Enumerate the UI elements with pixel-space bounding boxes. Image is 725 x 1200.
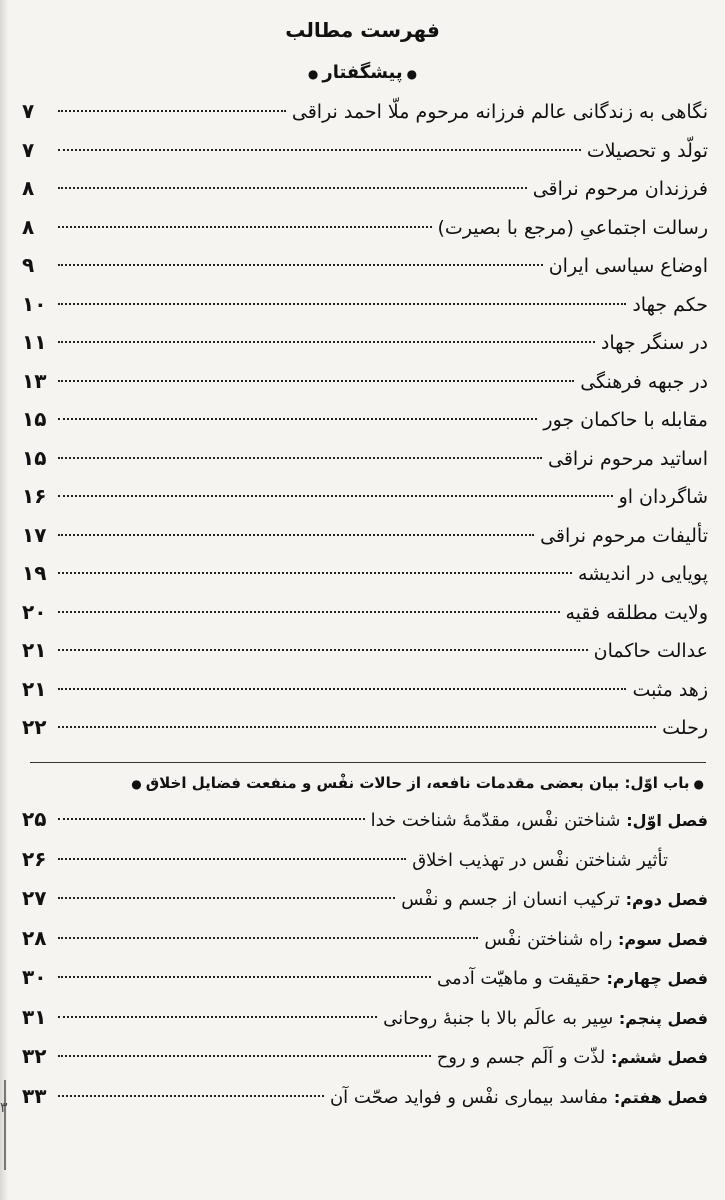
preface-heading-label: پیشگفتار	[322, 62, 403, 83]
toc-entry[interactable]	[22, 285, 708, 324]
chapter-section-label: فصل ششم:	[610, 1048, 708, 1067]
chapter-section-label: فصل سوم:	[618, 929, 708, 949]
dot-leader	[58, 110, 286, 112]
dot-leader	[58, 1095, 324, 1097]
toc-page-number: ۱۳	[22, 368, 47, 393]
preface-heading	[0, 62, 725, 83]
chapter-section-title: راه شناختن نفْس	[484, 928, 613, 950]
toc-entry-title: پویایی در اندیشه	[578, 563, 708, 585]
toc-entry[interactable]	[22, 800, 708, 840]
toc-entry[interactable]	[22, 554, 708, 593]
toc-entry-title: تولّد و تحصیلات	[586, 139, 708, 162]
toc-page-number: ۳۳	[22, 1083, 47, 1108]
dot-leader	[58, 937, 478, 939]
toc-page-number: ۱۶	[22, 484, 47, 508]
bullet-icon: ●	[131, 777, 142, 791]
toc-entry[interactable]	[22, 998, 708, 1038]
chapter-section-title: سِیر به عالَم بالا با جنبهٔ روحانی	[383, 1007, 614, 1029]
toc-entry-title: ولایت مطلقه فقیه	[565, 601, 708, 624]
chapter-section-title: شناختن نفْس، مقدّمهٔ شناخت خدا	[370, 810, 621, 831]
toc-entry[interactable]	[22, 323, 708, 362]
toc-page-number: ۳۱	[22, 1004, 47, 1029]
dot-leader	[58, 226, 432, 228]
toc-entry-title	[437, 1038, 708, 1078]
toc-entry[interactable]	[22, 1037, 708, 1077]
toc-entry[interactable]	[22, 670, 708, 709]
toc-entry[interactable]	[22, 919, 708, 959]
toc-entry-title: رحلت	[662, 717, 708, 739]
toc-page-number: ۸	[22, 214, 35, 239]
dot-leader	[58, 149, 581, 151]
toc-entry[interactable]	[22, 879, 708, 919]
edge-page-mark: ۳	[0, 1100, 8, 1116]
toc-page-number: ۲۲	[22, 715, 47, 739]
toc-entry-title	[401, 880, 708, 920]
toc-page-number: ۲۱	[22, 638, 47, 662]
dot-leader	[58, 380, 574, 382]
toc-entry-title	[484, 920, 708, 960]
dot-leader	[58, 976, 431, 978]
toc-entry[interactable]	[22, 958, 708, 998]
bullet-icon: ●	[406, 67, 418, 81]
toc-page-number: ۳۲	[22, 1044, 47, 1068]
bullet-icon: ●	[693, 777, 704, 791]
toc-entry-title	[330, 1078, 708, 1118]
chapter-heading	[22, 766, 708, 800]
divider	[30, 762, 706, 763]
page-edge-line	[4, 1080, 6, 1170]
toc-page-number: ۲۷	[22, 886, 47, 910]
chapter-section-title: لذّت و اَلَم جسم و روح	[436, 1047, 606, 1068]
chapter-section-title: تأثیر شناختن نفْس در تهذیب اخلاق	[412, 849, 668, 871]
toc-entry-title: در جبهه فرهنگی	[580, 370, 708, 393]
toc-entry-title	[371, 801, 708, 841]
chapter-section-title: ترکیب انسان از جسم و نفْس	[401, 889, 620, 910]
binding-shadow	[0, 0, 8, 1200]
toc-entry[interactable]	[22, 840, 708, 880]
dot-leader	[58, 457, 542, 459]
dot-leader	[58, 611, 560, 613]
chapter-section-label: فصل چهارم:	[606, 969, 708, 988]
toc-entry[interactable]	[22, 631, 708, 670]
toc-entry[interactable]	[22, 246, 708, 285]
toc-entry-title: مقابله با حاکمان جور	[543, 409, 708, 431]
dot-leader	[58, 341, 595, 343]
toc-page-number: ۱۷	[22, 522, 47, 547]
chapter-section-title: مفاسد بیماری نفْس و فواید صحّت آن	[329, 1086, 609, 1108]
toc-page-number: ۷	[22, 99, 35, 123]
dot-leader	[58, 572, 572, 574]
toc-entry[interactable]	[22, 92, 708, 131]
toc-entry[interactable]	[22, 131, 708, 170]
toc-entry[interactable]	[22, 169, 708, 208]
toc-entry[interactable]	[22, 208, 708, 247]
page-title: فهرست مطالب	[285, 18, 440, 42]
toc-entry-title	[383, 999, 708, 1039]
toc-page-number: ۳۰	[22, 965, 47, 989]
dot-leader	[58, 187, 527, 189]
preface-toc-list	[22, 92, 708, 747]
dot-leader	[58, 1055, 431, 1057]
bullet-icon: ●	[307, 67, 319, 81]
toc-page-number: ۲۶	[22, 846, 47, 871]
dot-leader	[58, 649, 588, 651]
toc-page-number: ۹	[22, 253, 35, 277]
toc-entry[interactable]	[22, 477, 708, 516]
toc-page-number: ۷	[22, 137, 35, 162]
toc-page-number: ۱۹	[22, 561, 47, 585]
chapter-heading-label: باب اوّل: بیان بعضی مقدمات نافعه، از حالات نفْس و منفعت فضایل اخلاق	[145, 774, 690, 792]
toc-entry-title: رسالت اجتماعیِ (مرجع با بصیرت)	[437, 216, 708, 239]
dot-leader	[58, 534, 534, 536]
toc-entry-title: فرزندان مرحوم نراقی	[532, 178, 708, 200]
dot-leader	[58, 897, 395, 899]
toc-page-number: ۸	[22, 176, 35, 200]
toc-entry-title: اساتید مرحوم نراقی	[547, 447, 708, 470]
dot-leader	[58, 495, 613, 497]
dot-leader	[58, 858, 406, 860]
toc-entry-title: اوضاع سیاسی ایران	[548, 255, 708, 277]
chapter-section-label: فصل هفتم:	[613, 1087, 708, 1107]
toc-page-number: ۲۵	[22, 807, 47, 831]
dot-leader	[58, 303, 626, 305]
dot-leader	[58, 688, 626, 690]
chapter-section-label: فصل پنجم:	[618, 1008, 708, 1028]
toc-entry[interactable]	[22, 439, 708, 478]
toc-entry-title	[437, 959, 708, 999]
toc-entry-title: عدالت حاکمان	[593, 640, 708, 662]
chapter-section-label: فصل دوم:	[625, 890, 708, 909]
toc-page-number: ۱۵	[22, 445, 47, 470]
toc-entry[interactable]	[22, 1077, 708, 1117]
toc-entry[interactable]	[22, 400, 708, 439]
dot-leader	[58, 1016, 377, 1018]
toc-entry-title: زهد مثبت	[632, 678, 708, 701]
toc-entry-title: در سنگر جهاد	[600, 332, 708, 354]
chapter-section-title: حقیقت و ماهیّت آدمی	[437, 968, 601, 989]
toc-page-number: ۲۱	[22, 676, 47, 701]
dot-leader	[58, 264, 543, 266]
toc-page-number: ۱۱	[22, 330, 47, 354]
toc-entry-title: تألیفات مرحوم نراقی	[540, 524, 708, 547]
dot-leader	[58, 726, 656, 728]
toc-entry-title: حکم جهاد	[632, 293, 708, 316]
toc-page-number: ۲۸	[22, 925, 47, 950]
dot-leader	[58, 418, 537, 420]
toc-entry[interactable]	[22, 593, 708, 632]
toc-entry[interactable]	[22, 708, 708, 747]
chapter-toc-list	[22, 800, 708, 1116]
toc-entry-title	[412, 841, 708, 881]
dot-leader	[58, 818, 365, 820]
chapter-section-label: فصل اوّل:	[626, 811, 708, 830]
toc-entry-title: نگاهی به زندگانی عالم فرزانه مرحوم ملّا احمد نراقی	[291, 101, 708, 123]
toc-entry[interactable]	[22, 516, 708, 555]
toc-entry[interactable]	[22, 362, 708, 401]
toc-page-number: ۲۰	[22, 599, 47, 624]
toc-page-number: ۱۰	[22, 291, 47, 316]
toc-page-number: ۱۵	[22, 407, 47, 431]
toc-entry-title: شاگردان او	[618, 486, 708, 508]
